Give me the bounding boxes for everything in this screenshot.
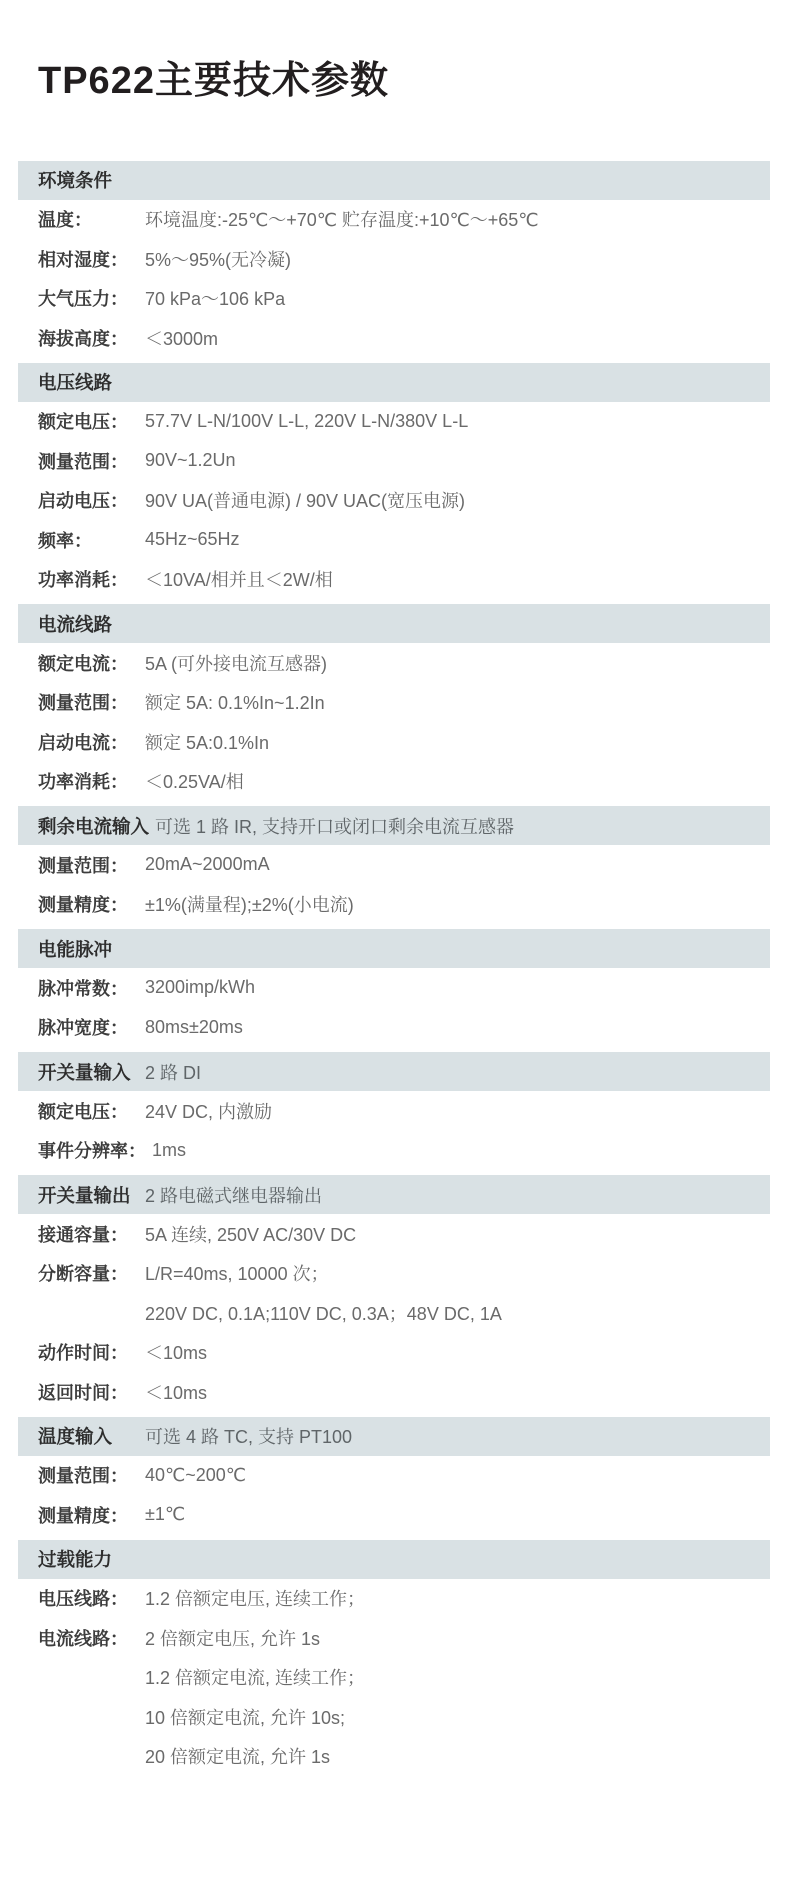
spec-row (0, 441, 790, 481)
section-header-value: 可选 4 路 TC, 支持 PT100 (145, 1427, 353, 1448)
section-voltage-circuit (0, 363, 790, 600)
spec-row (0, 722, 790, 762)
spec-row (0, 1456, 790, 1496)
row-value: ＜10VA/相并且＜2W/相 (145, 570, 333, 591)
row-label: 测量精度： (38, 1505, 128, 1526)
section-current-circuit (0, 604, 790, 801)
row-label: 接通容量： (38, 1224, 128, 1245)
section-title: 开关量输入 (38, 1061, 131, 1083)
spec-row (0, 481, 790, 521)
row-label: 相对湿度： (38, 249, 128, 270)
section-title: 电压线路 (38, 372, 113, 394)
row-value: 5A (可外接电流互感器) (145, 653, 328, 674)
spec-row (0, 1618, 790, 1658)
row-value: 57.7V L-N/100V L-L, 220V L-N/380V L-L (145, 410, 469, 431)
row-value: 2 倍额定电压, 允许 1s (145, 1628, 321, 1649)
section-header (18, 1052, 770, 1091)
row-value: 额定 5A: 0.1%In~1.2In (145, 693, 325, 714)
row-value: ＜10ms (145, 1382, 208, 1403)
row-value: 220V DC, 0.1A;110V DC, 0.3A；48V DC, 1A (145, 1303, 502, 1324)
row-value: 5A 连续, 250V AC/30V DC (145, 1224, 357, 1245)
spec-row (0, 402, 790, 442)
spec-row-continuation (0, 1737, 790, 1777)
row-value: ＜3000m (145, 328, 219, 349)
section-residual-current-input (0, 806, 790, 924)
spec-document (0, 60, 790, 1902)
spec-row (0, 200, 790, 240)
section-header (18, 1175, 770, 1214)
spec-row (0, 1333, 790, 1373)
spec-row-continuation (0, 1658, 790, 1698)
row-label: 返回时间： (38, 1382, 128, 1403)
spec-row (0, 1214, 790, 1254)
spec-row-continuation (0, 1697, 790, 1737)
row-value: 3200imp/kWh (145, 977, 256, 998)
row-value: 环境温度:-25℃～+70℃ 贮存温度:+10℃～+65℃ (145, 210, 539, 231)
section-title: 过载能力 (38, 1549, 113, 1571)
row-value: 45Hz~65Hz (145, 529, 240, 550)
row-value: 80ms±20ms (145, 1016, 243, 1037)
row-label: 额定电流： (38, 653, 128, 674)
row-value: 5%～95%(无冷凝) (145, 249, 292, 270)
section-energy-pulse (0, 929, 790, 1047)
section-header-value: 2 路 DI (145, 1062, 202, 1083)
row-value: 1ms (152, 1139, 187, 1160)
row-value: ＜0.25VA/相 (145, 772, 244, 793)
row-label: 启动电流： (38, 732, 128, 753)
spec-row (0, 560, 790, 600)
row-label: 大气压力： (38, 289, 128, 310)
row-value: 1.2 倍额定电压, 连续工作； (145, 1589, 366, 1610)
section-title: 电流线路 (38, 613, 113, 635)
spec-row (0, 1091, 790, 1131)
section-header-value: 2 路电磁式继电器输出 (145, 1185, 323, 1206)
row-value: 70 kPa～106 kPa (145, 289, 286, 310)
section-title: 电能脉冲 (38, 938, 113, 960)
row-label: 脉冲宽度： (38, 1018, 128, 1039)
row-value: 90V~1.2Un (145, 450, 236, 471)
row-label: 启动电压： (38, 491, 128, 512)
row-label: 电压线路： (38, 1589, 128, 1610)
section-header (18, 806, 770, 845)
spec-row (0, 1579, 790, 1619)
row-label: 功率消耗： (38, 772, 128, 793)
section-title: 环境条件 (38, 170, 113, 192)
section-header (18, 363, 770, 402)
row-label: 测量范围： (38, 693, 128, 714)
spec-row (0, 1008, 790, 1048)
section-overload-capacity (0, 1540, 790, 1777)
spec-row (0, 279, 790, 319)
row-label: 温度： (38, 210, 92, 231)
row-value: 20 倍额定电流, 允许 1s (145, 1747, 331, 1768)
section-title: 温度输入 (38, 1426, 113, 1448)
section-header (18, 604, 770, 643)
spec-row (0, 1372, 790, 1412)
row-value: 24V DC, 内激励 (145, 1101, 273, 1122)
spec-table (0, 161, 790, 1777)
section-header (18, 1417, 770, 1456)
spec-row (0, 762, 790, 802)
spec-row (0, 683, 790, 723)
spec-row (0, 643, 790, 683)
row-label: 额定电压： (38, 412, 128, 433)
section-title: 剩余电流输入 (38, 815, 150, 837)
section-header (18, 929, 770, 968)
row-label: 电流线路： (38, 1628, 128, 1649)
row-label: 分断容量： (38, 1264, 128, 1285)
row-label: 功率消耗： (38, 570, 128, 591)
spec-row (0, 968, 790, 1008)
spec-row (0, 845, 790, 885)
row-label: 脉冲常数： (38, 978, 128, 999)
row-value: ±1%(满量程);±2%(小电流) (145, 895, 354, 916)
section-header (18, 1540, 770, 1579)
spec-row (0, 885, 790, 925)
section-header (18, 161, 770, 200)
spec-row (0, 1254, 790, 1294)
row-value: 40℃~200℃ (145, 1464, 246, 1485)
spec-row (0, 318, 790, 358)
row-label: 动作时间： (38, 1343, 128, 1364)
row-value: 额定 5A:0.1%In (145, 732, 270, 753)
row-label: 测量范围： (38, 1466, 128, 1487)
row-label: 额定电压： (38, 1101, 128, 1122)
spec-row (0, 239, 790, 279)
section-temperature-input (0, 1417, 790, 1535)
spec-row (0, 1131, 790, 1171)
row-label: 海拔高度： (38, 328, 128, 349)
row-label: 测量范围： (38, 855, 128, 876)
row-value: ±1℃ (145, 1504, 186, 1525)
row-label: 事件分辨率： (38, 1141, 146, 1162)
row-value: 1.2 倍额定电流, 连续工作； (145, 1668, 366, 1689)
page-title: TP622主要技术参数 (38, 60, 389, 102)
section-environment (0, 161, 790, 358)
row-label: 测量范围： (38, 451, 128, 472)
spec-row-continuation (0, 1293, 790, 1333)
section-header-value: 可选 1 路 IR, 支持开口或闭口剩余电流互感器 (155, 816, 515, 837)
row-value: ＜10ms (145, 1343, 208, 1364)
spec-row (0, 520, 790, 560)
section-digital-output (0, 1175, 790, 1412)
row-value: 20mA~2000mA (145, 854, 270, 875)
row-value: L/R=40ms, 10000 次； (145, 1264, 329, 1285)
row-value: 10 倍额定电流, 允许 10s; (145, 1707, 346, 1728)
spec-row (0, 1495, 790, 1535)
row-label: 测量精度： (38, 895, 128, 916)
row-label: 频率： (38, 530, 92, 551)
section-digital-input (0, 1052, 790, 1170)
row-value: 90V UA(普通电源) / 90V UAC(宽压电源) (145, 491, 466, 512)
section-title: 开关量输出 (38, 1184, 131, 1206)
